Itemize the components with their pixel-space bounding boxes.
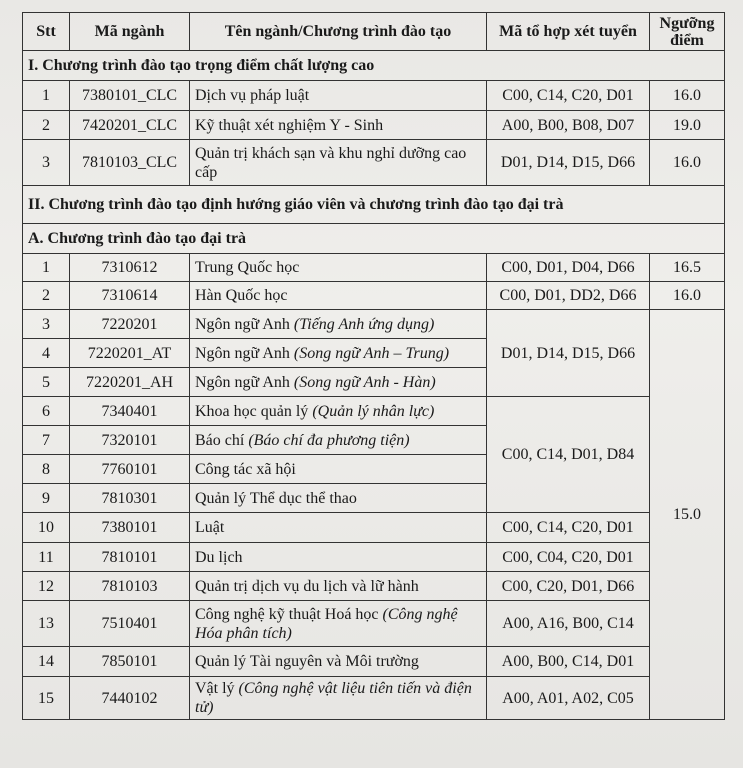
cell-diem: 16.0	[650, 81, 725, 111]
cell-tohop: C00, C14, C20, D01	[487, 513, 650, 543]
cell-ten-sub: (Song ngữ Anh - Hàn)	[293, 373, 436, 391]
cell-stt: 6	[23, 397, 70, 426]
table-row	[23, 254, 725, 282]
cell-stt: 14	[23, 647, 70, 677]
header-nguong-diem	[650, 13, 725, 51]
header-nguong-line2: điểm	[670, 31, 704, 49]
cell-ten: Dịch vụ pháp luật	[190, 81, 487, 111]
table-row	[23, 513, 725, 543]
section-title: I. Chương trình đào tạo trọng điểm chất lượng cao	[23, 51, 725, 81]
cell-ten: Hàn Quốc học	[190, 282, 487, 310]
cell-tohop: A00, B00, C14, D01	[487, 647, 650, 677]
table-row	[23, 282, 725, 310]
cell-ten	[190, 310, 487, 339]
cell-ten: Kỹ thuật xét nghiệm Y - Sinh	[190, 111, 487, 140]
section-row	[23, 51, 725, 81]
cell-ten-main: Vật lý	[195, 680, 239, 697]
section-title: A. Chương trình đào tạo đại trà	[23, 224, 725, 254]
table-row	[23, 601, 725, 647]
cell-diem-merged: 15.0	[650, 310, 725, 720]
cell-ten-main: Ngôn ngữ Anh	[195, 315, 294, 333]
cell-stt: 2	[23, 111, 70, 140]
cell-ma: 7220201_AT	[70, 339, 190, 368]
cell-ten: Quản lý Tài nguyên và Môi trường	[190, 647, 487, 677]
section-title: II. Chương trình đào tạo định hướng giáo viên và chương trình đào tạo đại trà	[23, 186, 725, 224]
table-row	[23, 572, 725, 601]
admission-score-table	[22, 12, 725, 720]
cell-stt: 11	[23, 543, 70, 572]
cell-stt: 4	[23, 339, 70, 368]
cell-ma: 7810103_CLC	[70, 140, 190, 186]
cell-ten: Công tác xã hội	[190, 455, 487, 484]
cell-ma: 7810103	[70, 572, 190, 601]
cell-ten-sub: (Báo chí đa phương tiện)	[248, 431, 410, 449]
cell-ma: 7310612	[70, 254, 190, 282]
cell-ma: 7380101_CLC	[70, 81, 190, 111]
cell-stt: 1	[23, 254, 70, 282]
cell-ma: 7320101	[70, 426, 190, 455]
cell-ten-sub: (Công nghệ vật liệu tiên tiến và điện tử)	[195, 680, 472, 716]
cell-tohop: C00, C14, C20, D01	[487, 81, 650, 111]
cell-ten-main: Ngôn ngữ Anh	[195, 344, 294, 362]
cell-diem: 16.0	[650, 140, 725, 186]
header-to-hop: Mã tổ hợp xét tuyển	[487, 13, 650, 51]
cell-ma: 7810301	[70, 484, 190, 513]
cell-stt: 3	[23, 310, 70, 339]
cell-ma: 7760101	[70, 455, 190, 484]
cell-ten-main: Báo chí	[195, 431, 249, 449]
cell-ma: 7440102	[70, 677, 190, 720]
table-row	[23, 677, 725, 720]
cell-ma: 7380101	[70, 513, 190, 543]
cell-ma: 7510401	[70, 601, 190, 647]
header-row	[23, 13, 725, 51]
cell-ten	[190, 677, 487, 720]
header-nguong-line1: Ngưỡng	[659, 14, 715, 32]
header-ma-nganh: Mã ngành	[70, 13, 190, 51]
cell-stt: 13	[23, 601, 70, 647]
cell-stt: 10	[23, 513, 70, 543]
cell-ma: 7810101	[70, 543, 190, 572]
cell-stt: 5	[23, 368, 70, 397]
cell-ten	[190, 339, 487, 368]
cell-ten-main: Công nghệ kỹ thuật Hoá học	[195, 605, 383, 623]
cell-ma: 7340401	[70, 397, 190, 426]
table-row	[23, 111, 725, 140]
cell-stt: 7	[23, 426, 70, 455]
cell-tohop: A00, A01, A02, C05	[487, 677, 650, 720]
cell-stt: 9	[23, 484, 70, 513]
cell-tohop: C00, C20, D01, D66	[487, 572, 650, 601]
table-row	[23, 647, 725, 677]
table-row	[23, 543, 725, 572]
cell-ten	[190, 426, 487, 455]
section-row	[23, 186, 725, 224]
cell-tohop: C00, D01, DD2, D66	[487, 282, 650, 310]
cell-tohop-merged: C00, C14, D01, D84	[487, 397, 650, 513]
cell-ten-sub: (Tiếng Anh ứng dụng)	[293, 315, 435, 333]
section-row	[23, 224, 725, 254]
cell-ten-main: Khoa học quản lý	[195, 402, 313, 420]
table-row	[23, 81, 725, 111]
cell-diem: 19.0	[650, 111, 725, 140]
cell-tohop: A00, A16, B00, C14	[487, 601, 650, 647]
header-stt: Stt	[23, 13, 70, 51]
cell-diem: 16.0	[650, 282, 725, 310]
header-ten-nganh: Tên ngành/Chương trình đào tạo	[190, 13, 487, 51]
cell-ten-main: Ngôn ngữ Anh	[195, 373, 294, 391]
cell-ten	[190, 397, 487, 426]
cell-stt: 2	[23, 282, 70, 310]
cell-stt: 3	[23, 140, 70, 186]
cell-tohop: C00, C04, C20, D01	[487, 543, 650, 572]
cell-tohop: C00, D01, D04, D66	[487, 254, 650, 282]
cell-ma: 7220201_AH	[70, 368, 190, 397]
cell-ma: 7220201	[70, 310, 190, 339]
cell-tohop-merged: D01, D14, D15, D66	[487, 310, 650, 397]
cell-ten: Du lịch	[190, 543, 487, 572]
table-row	[23, 310, 725, 339]
cell-ten: Quản trị khách sạn và khu nghỉ dưỡng cao cấp	[190, 140, 487, 186]
cell-ma: 7420201_CLC	[70, 111, 190, 140]
table-row	[23, 397, 725, 426]
cell-tohop: A00, B00, B08, D07	[487, 111, 650, 140]
cell-diem: 16.5	[650, 254, 725, 282]
cell-ten-sub: (Quản lý nhân lực)	[312, 402, 435, 420]
cell-stt: 1	[23, 81, 70, 111]
cell-ma: 7850101	[70, 647, 190, 677]
cell-ten	[190, 368, 487, 397]
table-row	[23, 140, 725, 186]
cell-ten: Trung Quốc học	[190, 254, 487, 282]
cell-ten: Quản trị dịch vụ du lịch và lữ hành	[190, 572, 487, 601]
cell-tohop: D01, D14, D15, D66	[487, 140, 650, 186]
cell-stt: 8	[23, 455, 70, 484]
cell-stt: 12	[23, 572, 70, 601]
cell-ten: Luật	[190, 513, 487, 543]
cell-ten-sub: (Song ngữ Anh – Trung)	[293, 344, 450, 362]
cell-ten	[190, 601, 487, 647]
cell-ma: 7310614	[70, 282, 190, 310]
cell-ten: Quản lý Thể dục thể thao	[190, 484, 487, 513]
cell-ten-sub: (Công nghệ Hóa phân tích)	[195, 605, 458, 642]
cell-stt: 15	[23, 677, 70, 720]
